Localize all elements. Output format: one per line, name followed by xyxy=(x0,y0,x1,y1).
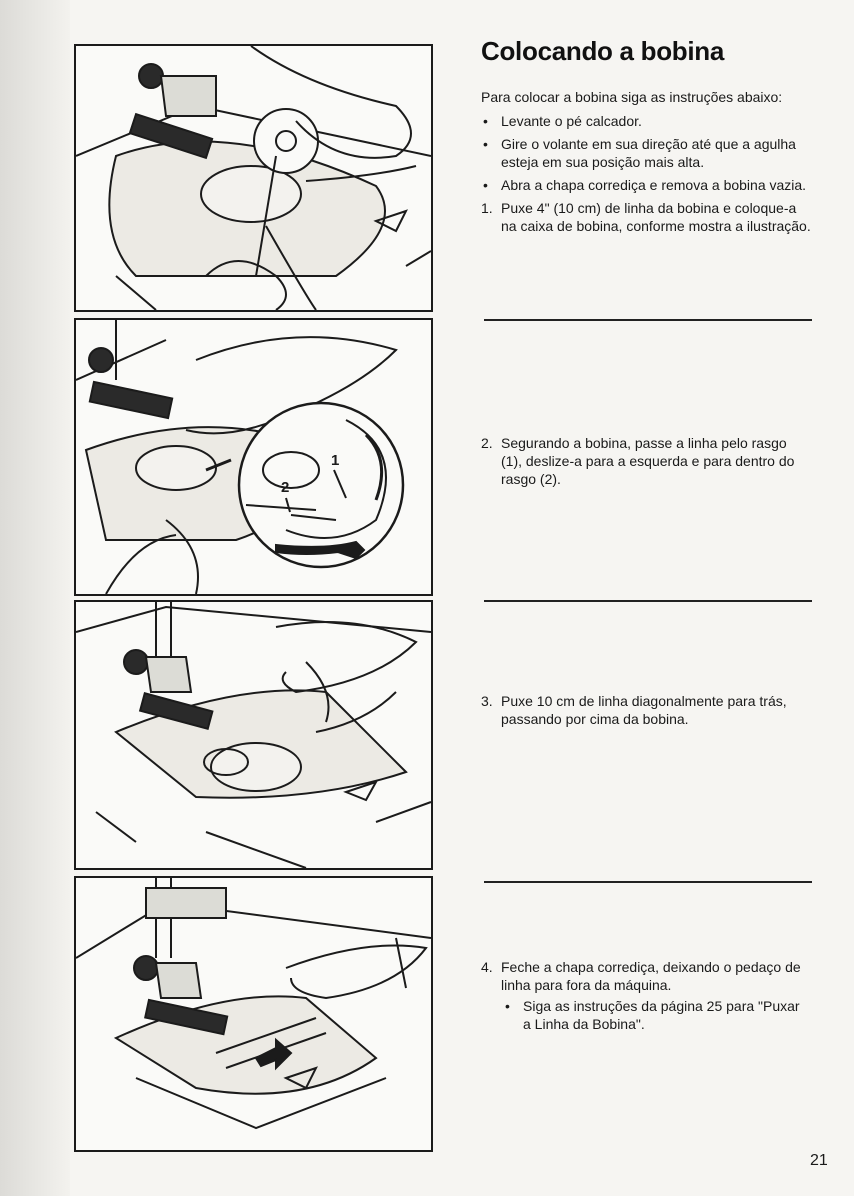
bullet-open-slide-plate: • Abra a chapa corrediça e remova a bobina vazia. xyxy=(481,176,811,194)
intro-text: Para colocar a bobina siga as instruções abaixo: xyxy=(481,89,783,105)
step-2-text: Segurando a bobina, passe a linha pelo rasgo (1), deslize-a para a esquerda e para dentro do rasgo (2). xyxy=(501,435,795,487)
bullet-lift-presser-foot: • Levante o pé calcador. xyxy=(481,112,811,130)
step-3-number: 3. xyxy=(481,693,493,709)
step-3 xyxy=(481,692,811,728)
step-4-number: 4. xyxy=(481,959,493,975)
illustration-close-slide-plate xyxy=(74,876,433,1152)
divider-1 xyxy=(484,319,812,321)
step-1-number: 1. xyxy=(481,200,493,216)
step-1-text: Puxe 4" (10 cm) de linha da bobina e coloque-a na caixa de bobina, conforme mostra a ilustração. xyxy=(501,200,811,234)
illustration-remove-bobbin xyxy=(74,44,433,312)
step-2 xyxy=(481,434,811,488)
illustration-pull-thread-back xyxy=(74,600,433,870)
bullet-turn-handwheel: • Gire o volante em sua direção até que a agulha esteja em sua posição mais alta. xyxy=(481,135,811,171)
step-2-number: 2. xyxy=(481,435,493,451)
divider-2 xyxy=(484,600,812,602)
page-title: Colocando a bobina xyxy=(481,36,725,66)
step-4 xyxy=(481,958,811,1033)
step-4-text: Feche a chapa corrediça, deixando o pedaço de linha para fora da máquina. xyxy=(501,959,801,993)
step-4-note: • Siga as instruções da página 25 para "Puxar a Linha da Bobina". xyxy=(501,997,811,1033)
callout-2: 2 xyxy=(281,479,290,496)
intro-instructions xyxy=(481,88,811,235)
page-number: 21 xyxy=(810,1152,828,1169)
step-1 xyxy=(481,199,811,235)
page-edge-shadow xyxy=(0,0,70,1196)
step-3-text: Puxe 10 cm de linha diagonalmente para trás, passando por cima da bobina. xyxy=(501,693,787,727)
callout-1: 1 xyxy=(331,452,340,469)
divider-3 xyxy=(484,881,812,883)
illustration-thread-through-slot xyxy=(74,318,433,596)
